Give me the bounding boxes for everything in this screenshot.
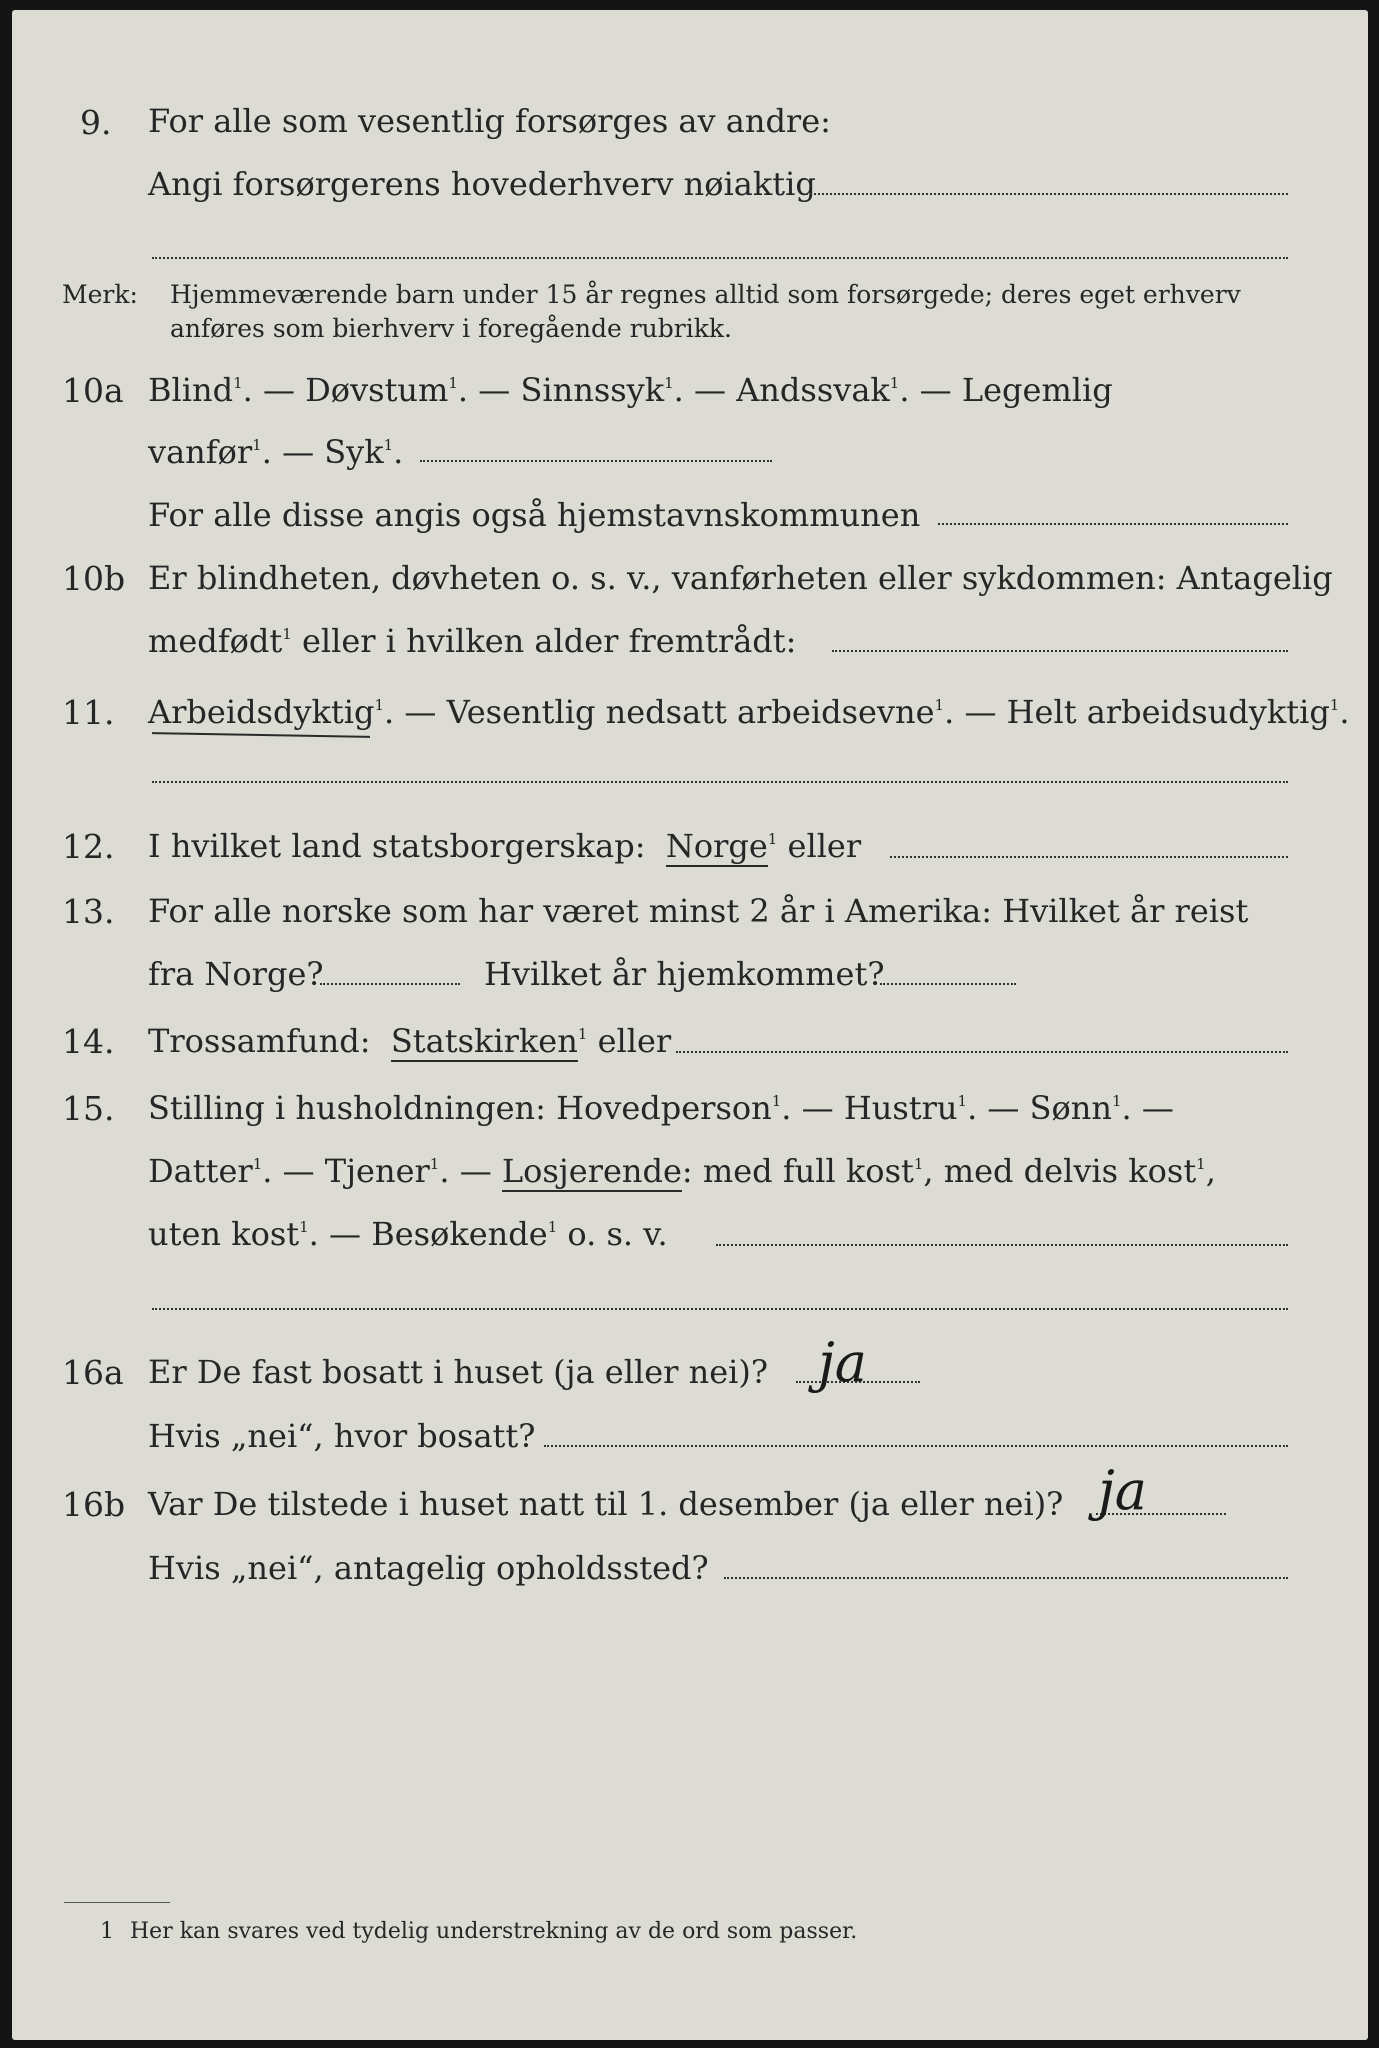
- q16a-residence-label: Hvis „nei“, hvor bosatt?: [148, 1417, 536, 1455]
- census-form-page: [12, 10, 1368, 2040]
- q14-else-label: $^1$ eller: [577, 1022, 672, 1060]
- q16a-number: 16a: [62, 1353, 124, 1392]
- q9-number: 9.: [80, 103, 112, 142]
- merk-note-line2: anføres som bierhverv i foregående rubrikk.: [170, 314, 732, 343]
- q11-underline-mark: [152, 732, 370, 738]
- q11-answer-underlined[interactable]: Arbeidsdyktig: [148, 693, 375, 731]
- q10a-home-municipality-line[interactable]: [938, 523, 1288, 525]
- q11-other-options: $^1$. — Vesentlig nedsatt arbeidsevne$^1$. — Helt arbeidsudyktig$^1$.: [374, 693, 1350, 731]
- footnote-mark: 1: [100, 1919, 114, 1944]
- q15-question: Stilling i husholdningen: Hovedperson$^1$. — Hustru$^1$. — Sønn$^1$. —: [148, 1089, 1174, 1127]
- q9-extra-answer-line[interactable]: [152, 257, 1288, 259]
- q15-answer-line[interactable]: [716, 1244, 1288, 1246]
- q15-options-a: Datter$^1$. — Tjener$^1$. —: [148, 1152, 492, 1190]
- q10b-question-cont: medfødt$^1$ eller i hvilken alder fremtrådt:: [148, 622, 797, 660]
- q16a-handwritten-answer[interactable]: ja: [818, 1331, 867, 1394]
- merk-label: Merk:: [62, 280, 138, 309]
- q10b-question: Er blindheten, døvheten o. s. v., vanførheten eller sykdommen: Antagelig: [148, 559, 1333, 597]
- footnote-rule: [64, 1902, 170, 1903]
- q16b-handwritten-answer[interactable]: ja: [1098, 1459, 1147, 1522]
- q13-return-label: Hvilket år hjemkommet?: [484, 955, 885, 993]
- q11-options: [148, 693, 1350, 731]
- q12-else-label: $^1$ eller: [767, 827, 862, 865]
- q11-answer-line[interactable]: [152, 781, 1288, 783]
- q9-sub-question: Angi forsørgerens hovederhverv nøiaktig: [148, 165, 816, 203]
- q13-number: 13.: [62, 892, 115, 931]
- q10b-answer-line[interactable]: [832, 650, 1288, 652]
- q14-number: 14.: [62, 1022, 115, 1061]
- q10a-home-municipality-label: For alle disse angis også hjemstavnskommunen: [148, 496, 921, 534]
- q10b-number: 10b: [62, 559, 126, 598]
- q16a-residence-line[interactable]: [544, 1445, 1288, 1447]
- q10a-number: 10a: [62, 371, 124, 410]
- merk-note-line1: Hjemmeværende barn under 15 år regnes alltid som forsørgede; deres eget erhverv: [170, 280, 1241, 309]
- q15-options: [148, 1152, 1216, 1190]
- q10a-question-cont: vanfør$^1$. — Syk$^1$.: [148, 433, 404, 471]
- q13-question: For alle norske som har været minst 2 år i Amerika: Hvilket år reist: [148, 892, 1249, 930]
- q14-answer-line[interactable]: [676, 1051, 1288, 1053]
- q16b-whereabouts-label: Hvis „nei“, antagelig opholdssted?: [148, 1549, 709, 1587]
- q16b-question: Var De tilstede i huset natt til 1. desember (ja eller nei)?: [148, 1485, 1064, 1523]
- q12-answer-line[interactable]: [890, 856, 1288, 858]
- q13-return-line[interactable]: [880, 983, 1016, 985]
- q14-question: [148, 1022, 672, 1060]
- q16b-number: 16b: [62, 1485, 126, 1524]
- q13-departure-line[interactable]: [320, 983, 460, 985]
- q15-options-cont: uten kost$^1$. — Besøkende$^1$ o. s. v.: [148, 1215, 668, 1253]
- q13-departure-label: fra Norge?: [148, 955, 324, 993]
- q12-question: [148, 827, 862, 865]
- q14-question-text: Trossamfund:: [148, 1022, 371, 1060]
- q15-number: 15.: [62, 1089, 115, 1128]
- q9-answer-line[interactable]: [802, 193, 1288, 195]
- q15-options-b: : med full kost$^1$, med delvis kost$^1$,: [681, 1152, 1216, 1190]
- q10a-answer-line[interactable]: [420, 460, 772, 462]
- q12-number: 12.: [62, 827, 115, 866]
- q16a-question: Er De fast bosatt i huset (ja eller nei)?: [148, 1353, 769, 1391]
- q10a-question: Blind$^1$. — Døvstum$^1$. — Sinnssyk$^1$. — Andssvak$^1$. — Legemlig: [148, 371, 1113, 409]
- q15-answer-underlined[interactable]: Losjerende: [501, 1152, 682, 1190]
- q9-question: For alle som vesentlig forsørges av andre:: [148, 102, 831, 140]
- q14-answer-underlined[interactable]: Statskirken: [390, 1022, 578, 1060]
- q12-answer-underlined[interactable]: Norge: [665, 827, 768, 865]
- q16b-whereabouts-line[interactable]: [724, 1577, 1288, 1579]
- q11-number: 11.: [62, 693, 115, 732]
- q12-question-text: I hvilket land statsborgerskap:: [148, 827, 646, 865]
- footnote-text: Her kan svares ved tydelig understrekning av de ord som passer.: [130, 1919, 858, 1944]
- q15-extra-answer-line[interactable]: [152, 1308, 1288, 1310]
